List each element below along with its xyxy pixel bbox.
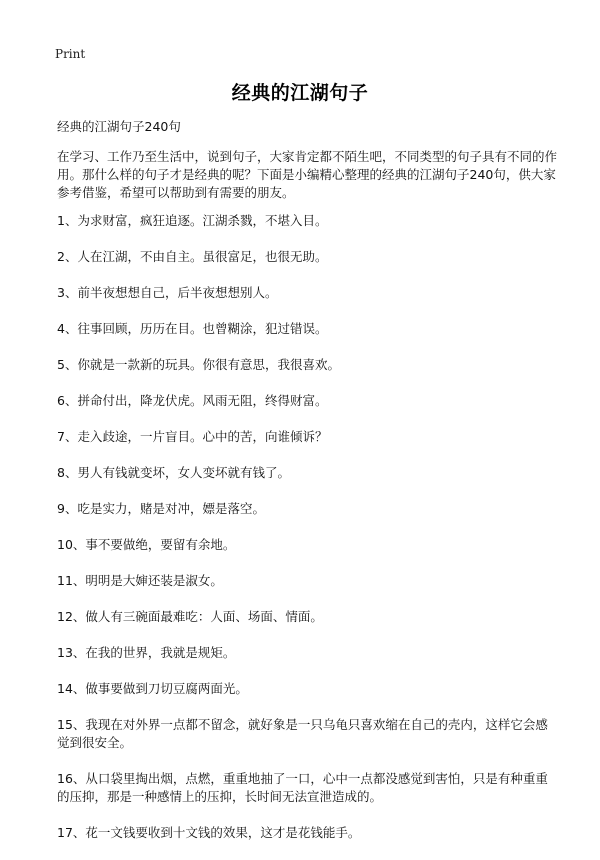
sentence-list <box>57 212 557 842</box>
list-item: 11、明明是大婶还装是淑女。 <box>57 573 223 588</box>
list-item: 9、吃是实力，赌是对冲，嫖是落空。 <box>57 501 265 516</box>
list-item: 13、在我的世界，我就是规矩。 <box>57 645 236 660</box>
intro-paragraph: 在学习、工作乃至生活中，说到句子，大家肯定都不陌生吧，不同类型的句子具有不同的作用。那什么样的句子才是经典的呢？下面是小编精心整理的经典的江湖句子240句，供大家参考借鉴，希望可以帮助到有需要的朋友。 <box>57 149 558 200</box>
list-item: 17、花一文钱要收到十文钱的效果，这才是花钱能手。 <box>57 825 361 840</box>
list-item: 14、做事要做到刀切豆腐两面光。 <box>57 681 248 696</box>
list-item: 10、事不要做绝，要留有余地。 <box>57 537 236 552</box>
list-item: 15、我现在对外界一点都不留念，就好象是一只乌龟只喜欢缩在自己的壳内，这样它会感觉到很安全。 <box>57 717 548 750</box>
page-title: 经典的江湖句子 <box>231 82 369 104</box>
list-item: 4、往事回顾，历历在目。也曾糊涂，犯过错误。 <box>57 321 328 336</box>
list-item: 1、为求财富，疯狂追逐。江湖杀戮，不堪入目。 <box>57 213 328 228</box>
list-item: 16、从口袋里掏出烟，点燃，重重地抽了一口，心中一点都没感觉到害怕，只是有种重重的压抑，那是一种感情上的压抑，长时间无法宣泄造成的。 <box>57 771 548 804</box>
list-item: 3、前半夜想想自己，后半夜想想别人。 <box>57 285 278 300</box>
list-item: 5、你就是一款新的玩具。你很有意思，我很喜欢。 <box>57 357 340 372</box>
list-item: 12、做人有三碗面最难吃：人面、场面、情面。 <box>57 609 323 624</box>
article-subtitle: 经典的江湖句子240句 <box>57 119 181 134</box>
list-item: 7、走入歧途，一片盲目。心中的苦，向谁倾诉？ <box>57 429 328 444</box>
list-item: 2、人在江湖，不由自主。虽很富足，也很无助。 <box>57 249 328 264</box>
print-link[interactable]: Print <box>55 47 86 61</box>
article-body <box>57 118 557 860</box>
list-item: 8、男人有钱就变坏，女人变坏就有钱了。 <box>57 465 290 480</box>
list-item: 6、拼命付出，降龙伏虎。风雨无阻，终得财富。 <box>57 393 328 408</box>
